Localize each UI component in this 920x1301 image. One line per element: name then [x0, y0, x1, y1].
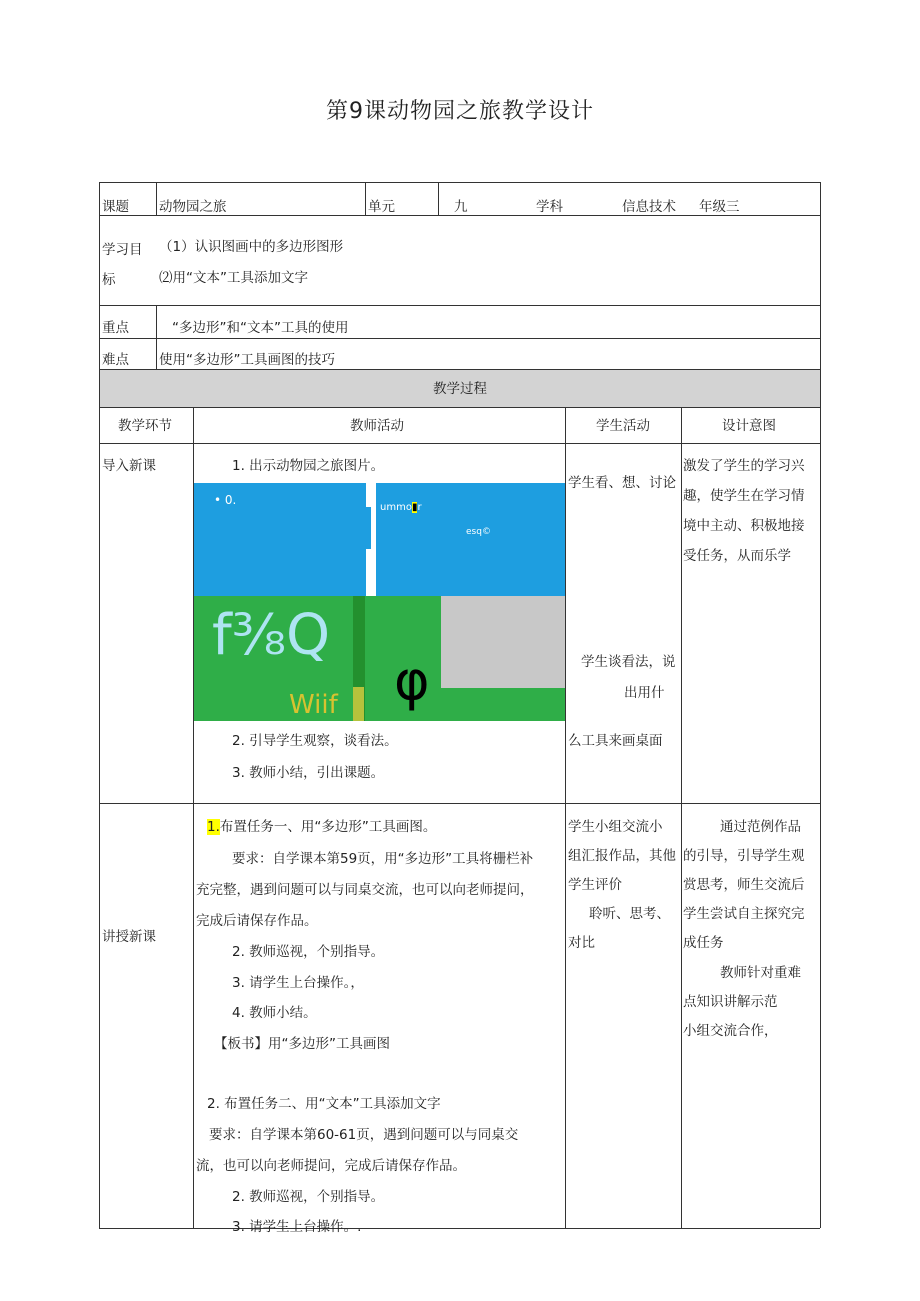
page-title: 第9课动物园之旅教学设计 [326, 99, 594, 124]
difficulty-label: 难点 [102, 352, 129, 368]
student-act-2a: 学生谈看法，说 [581, 654, 676, 670]
student-act-2b: 出用什 [624, 685, 665, 701]
stage-teach: 讲授新课 [102, 929, 156, 945]
teacher-step-1: 1. 出示动物园之旅图片。 [232, 458, 385, 474]
student-act-1: 学生看、想、讨论 [568, 475, 676, 491]
task1-req-b: 充完整，遇到问题可以与同桌交流，也可以向老师提问， [196, 882, 534, 898]
intent-2-line-3: 赏思考，师生交流后 [683, 877, 805, 893]
intent-2-line-7: 点知识讲解示范 [683, 994, 778, 1010]
pic-text-2: ummo▮r [380, 502, 422, 513]
teacher-step-3: 3. 教师小结，引出课题。 [232, 765, 385, 781]
pic-text-1: • 0. [214, 493, 237, 507]
difficulty-value: 使用“多边形”工具画图的技巧 [159, 352, 335, 368]
goal-item-1: （1）认识图画中的多边形图形 [159, 239, 344, 255]
task2-line: 2. 布置任务二、用“文本”工具添加文字 [207, 1096, 441, 1112]
goal-item-2: ⑵用“文本”工具添加文字 [159, 270, 308, 286]
intent-1-line-3: 境中主动、积极地接 [683, 518, 805, 534]
pic-text-3: esq© [466, 527, 491, 537]
student-act-4: 组汇报作品，其他 [568, 848, 676, 864]
task1-step-3: 3. 请学生上台操作。， [232, 975, 364, 991]
pic-big-text: f³⁄₈Q [212, 603, 331, 668]
col-intent: 设计意图 [722, 418, 776, 434]
pic-phi: φ [394, 649, 430, 712]
task2-req-b: 流，也可以向老师提问，完成后请保存作品。 [196, 1158, 466, 1174]
student-act-3: 学生小组交流小 [568, 819, 663, 835]
zoo-picture [194, 483, 565, 721]
subject-label: 课题 [102, 199, 129, 215]
goals-label-line1: 学习目 [102, 242, 143, 258]
intent-1-line-2: 趣，使学生在学习情 [683, 488, 805, 504]
task2-req-a: 要求：自学课本第60-61页，遇到问题可以与同桌交 [209, 1127, 519, 1143]
task1-req-c: 完成后请保存作品。 [196, 913, 318, 929]
subject-value: 动物园之旅 [159, 199, 227, 215]
course-label: 学科 [536, 199, 563, 215]
intent-2-line-6: 教师针对重难 [720, 965, 801, 981]
task2-step-2: 2. 教师巡视，个别指导。 [232, 1189, 385, 1205]
key-point-label: 重点 [102, 320, 129, 336]
intent-2-line-1: 通过范例作品 [720, 819, 801, 835]
intent-1-line-4: 受任务，从而乐学 [683, 548, 791, 564]
process-header: 教学过程 [433, 381, 487, 397]
board-note: 【板书】用“多边形”工具画图 [214, 1036, 390, 1052]
student-act-7: 对比 [568, 935, 595, 951]
intent-2-line-5: 成任务 [683, 935, 724, 951]
intent-2-line-8: 小组交流合作， [683, 1023, 778, 1039]
student-act-6: 聆听、思考、 [589, 906, 670, 922]
task1-req-a: 要求：自学课本第59页，用“多边形”工具将栅栏补 [232, 851, 534, 867]
intent-2-line-2: 的引导，引导学生观 [683, 848, 805, 864]
grade: 年级三 [699, 199, 740, 215]
goals-label-line2: 标 [102, 272, 116, 288]
unit-value: 九 [454, 199, 468, 215]
task1-step-2: 2. 教师巡视，个别指导。 [232, 944, 385, 960]
stage-intro: 导入新课 [102, 458, 156, 474]
teacher-step-2: 2. 引导学生观察，谈看法。 [232, 733, 398, 749]
task1-step-4: 4. 教师小结。 [232, 1005, 317, 1021]
unit-label: 单元 [368, 199, 395, 215]
student-act-5: 学生评价 [568, 877, 622, 893]
col-student: 学生活动 [596, 418, 650, 434]
col-stage: 教学环节 [118, 418, 172, 434]
task2-step-3: 3. 请学生上台操作。. [232, 1219, 362, 1235]
task1-line: 1.布置任务一、用“多边形”工具画图。 [207, 819, 437, 835]
pic-wiif: Wiif [289, 690, 338, 720]
course-value: 信息技术 [622, 199, 676, 215]
intent-1-line-1: 激发了学生的学习兴 [683, 458, 805, 474]
col-teacher: 教师活动 [350, 418, 404, 434]
key-point-value: “多边形”和“文本”工具的使用 [172, 320, 349, 336]
student-act-2c: 么工具来画桌面 [568, 733, 663, 749]
intent-2-line-4: 学生尝试自主探究完 [683, 906, 805, 922]
